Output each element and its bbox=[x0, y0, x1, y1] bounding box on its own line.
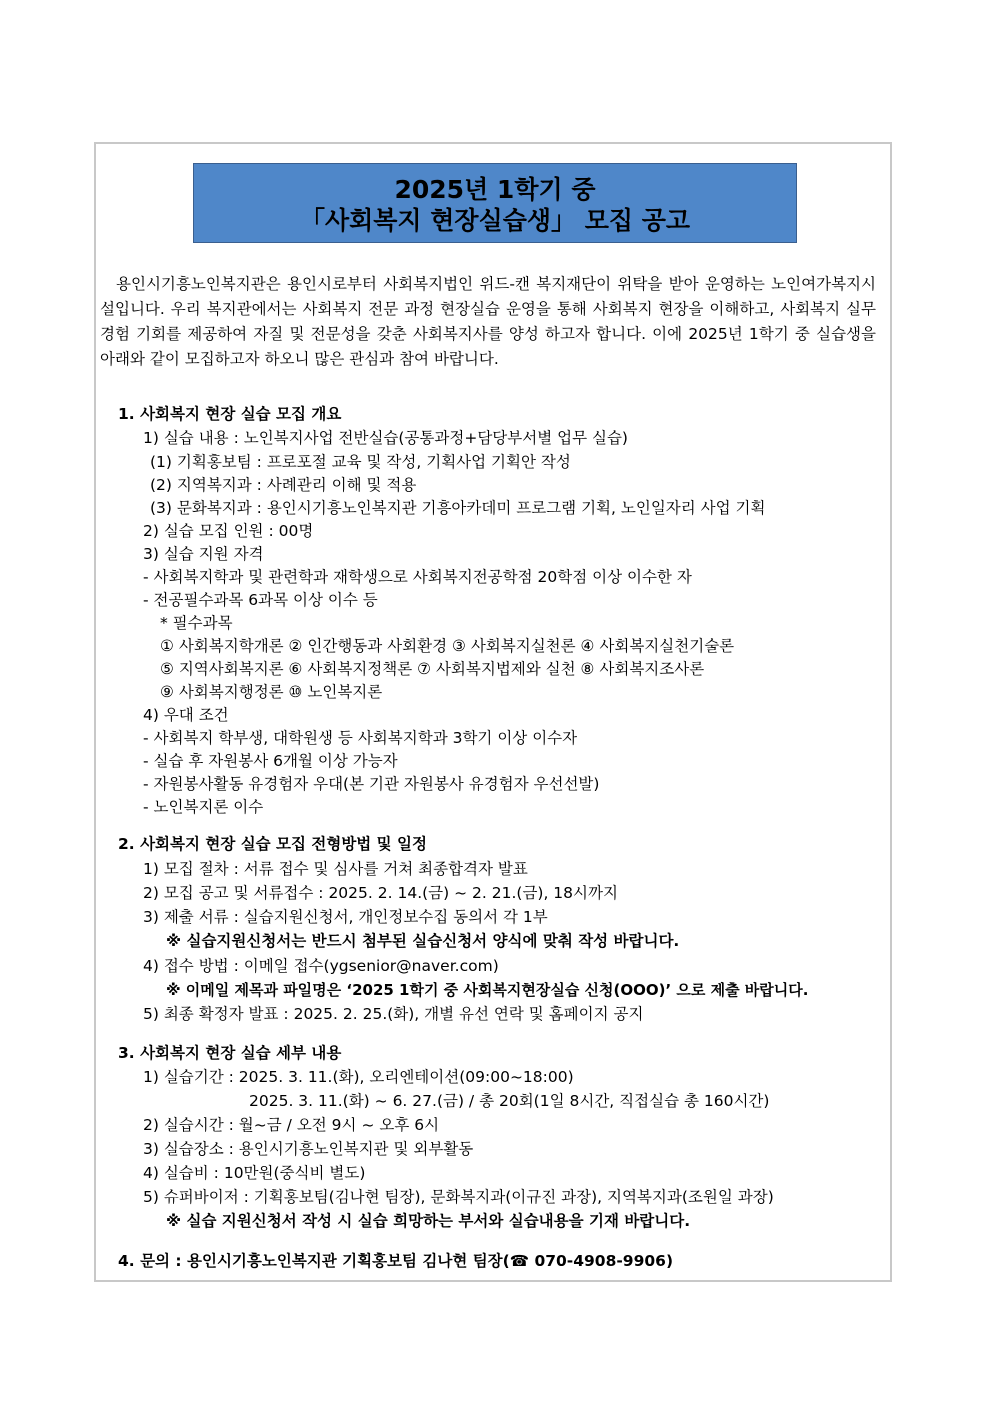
section-1-line: 1) 실습 내용 : 노인복지사업 전반실습(공통과정+담당부서별 업무 실습) bbox=[143, 429, 628, 447]
section-1-line: ⑨ 사회복지행정론 ⑩ 노인복지론 bbox=[160, 683, 383, 701]
section-2-line: 1) 모집 절차 : 서류 접수 및 심사를 거쳐 최종합격자 발표 bbox=[143, 860, 528, 878]
section-1-line: * 필수과목 bbox=[160, 614, 233, 632]
intro-text: 용인시기흥노인복지관은 용인시로부터 사회복지법인 위드-캔 복지재단이 위탁을 받아 운영하는 노인여가복지시설입니다. 우리 복지관에서는 사회복지 전문 과정 현장실습 운영을 통해 사회복지 현장을 이해하고, 사회복지 실무경험 기회를 제공하여 자질 및 전문성을 갖춘 사회복지사를 양성 하고자 합니다. 이에 2025년 1학기 중 실습생을 아래와 같이 모집하고자 하오니 많은 관심과 참여 바랍니다. bbox=[100, 275, 876, 368]
section-1-line: - 자원봉사활동 유경험자 우대(본 기관 자원봉사 유경험자 우선선발) bbox=[143, 775, 600, 793]
section-3-line: 1) 실습기간 : 2025. 3. 11.(화), 오리엔테이션(09:00~18:00) bbox=[143, 1068, 574, 1086]
section-1-heading: 1. 사회복지 현장 실습 모집 개요 bbox=[118, 405, 342, 423]
title-banner bbox=[193, 163, 797, 243]
section-1-line: - 사회복지 학부생, 대학원생 등 사회복지학과 3학기 이상 이수자 bbox=[143, 729, 578, 747]
title-line-2: 「사회복지 현장실습생」 모집 공고 bbox=[299, 206, 691, 235]
section-2-note: ※ 실습지원신청서는 반드시 첨부된 실습신청서 양식에 맞춰 작성 바랍니다. bbox=[166, 932, 680, 950]
section-1-line: (2) 지역복지과 : 사례관리 이해 및 적용 bbox=[150, 476, 417, 494]
section-3-line: 5) 슈퍼바이저 : 기획홍보팀(김나현 팀장), 문화복지과(이규진 과장), 지역복지과(조원일 과장) bbox=[143, 1188, 774, 1206]
section-2-line: 5) 최종 확정자 발표 : 2025. 2. 25.(화), 개별 유선 연락 및 홈페이지 공지 bbox=[143, 1005, 644, 1023]
section-1-line: (3) 문화복지과 : 용인시기흥노인복지관 기흥아카데미 프로그램 기획, 노인일자리 사업 기획 bbox=[150, 499, 766, 517]
section-2-note: ※ 이메일 제목과 파일명은 ‘2025 1학기 중 사회복지현장실습 신청(OOO)’ 으로 제출 바랍니다. bbox=[166, 981, 809, 999]
section-3-line: 3) 실습장소 : 용인시기흥노인복지관 및 외부활동 bbox=[143, 1140, 474, 1158]
section-3-note: ※ 실습 지원신청서 작성 시 실습 희망하는 부서와 실습내용을 기재 바랍니다. bbox=[166, 1212, 691, 1230]
section-1-line: ⑤ 지역사회복지론 ⑥ 사회복지정책론 ⑦ 사회복지법제와 실천 ⑧ 사회복지조사론 bbox=[160, 660, 705, 678]
section-1-line: (1) 기획홍보팀 : 프로포절 교육 및 작성, 기획사업 기획안 작성 bbox=[150, 453, 571, 471]
section-3-heading: 3. 사회복지 현장 실습 세부 내용 bbox=[118, 1044, 342, 1062]
section-2-heading: 2. 사회복지 현장 실습 모집 전형방법 및 일정 bbox=[118, 835, 427, 853]
section-3-line: 4) 실습비 : 10만원(중식비 별도) bbox=[143, 1164, 366, 1182]
title-line-1: 2025년 1학기 중 bbox=[394, 175, 596, 204]
section-2-line: 4) 접수 방법 : 이메일 접수(ygsenior@naver.com) bbox=[143, 957, 499, 975]
section-1-line: 3) 실습 지원 자격 bbox=[143, 545, 264, 563]
section-1-line: 4) 우대 조건 bbox=[143, 706, 229, 724]
section-1-line: - 노인복지론 이수 bbox=[143, 798, 264, 816]
section-3-line: 2025. 3. 11.(화) ~ 6. 27.(금) / 총 20회(1일 8시간, 직접실습 총 160시간) bbox=[249, 1092, 770, 1110]
section-1-line: - 전공필수과목 6과목 이상 이수 등 bbox=[143, 591, 378, 609]
intro-paragraph bbox=[100, 272, 876, 372]
section-1-line: - 실습 후 자원봉사 6개월 이상 가능자 bbox=[143, 752, 398, 770]
section-1-line: ① 사회복지학개론 ② 인간행동과 사회환경 ③ 사회복지실천론 ④ 사회복지실천기술론 bbox=[160, 637, 735, 655]
section-4-contact: 4. 문의 : 용인시기흥노인복지관 기획홍보팀 김나현 팀장(☎ 070-4908-9906) bbox=[118, 1252, 674, 1270]
section-2-line: 3) 제출 서류 : 실습지원신청서, 개인정보수집 동의서 각 1부 bbox=[143, 908, 548, 926]
section-1-line: - 사회복지학과 및 관련학과 재학생으로 사회복지전공학점 20학점 이상 이수한 자 bbox=[143, 568, 692, 586]
section-1-line: 2) 실습 모집 인원 : 00명 bbox=[143, 522, 314, 540]
section-2-line: 2) 모집 공고 및 서류접수 : 2025. 2. 14.(금) ~ 2. 21.(금), 18시까지 bbox=[143, 884, 618, 902]
section-3-line: 2) 실습시간 : 월~금 / 오전 9시 ~ 오후 6시 bbox=[143, 1116, 440, 1134]
